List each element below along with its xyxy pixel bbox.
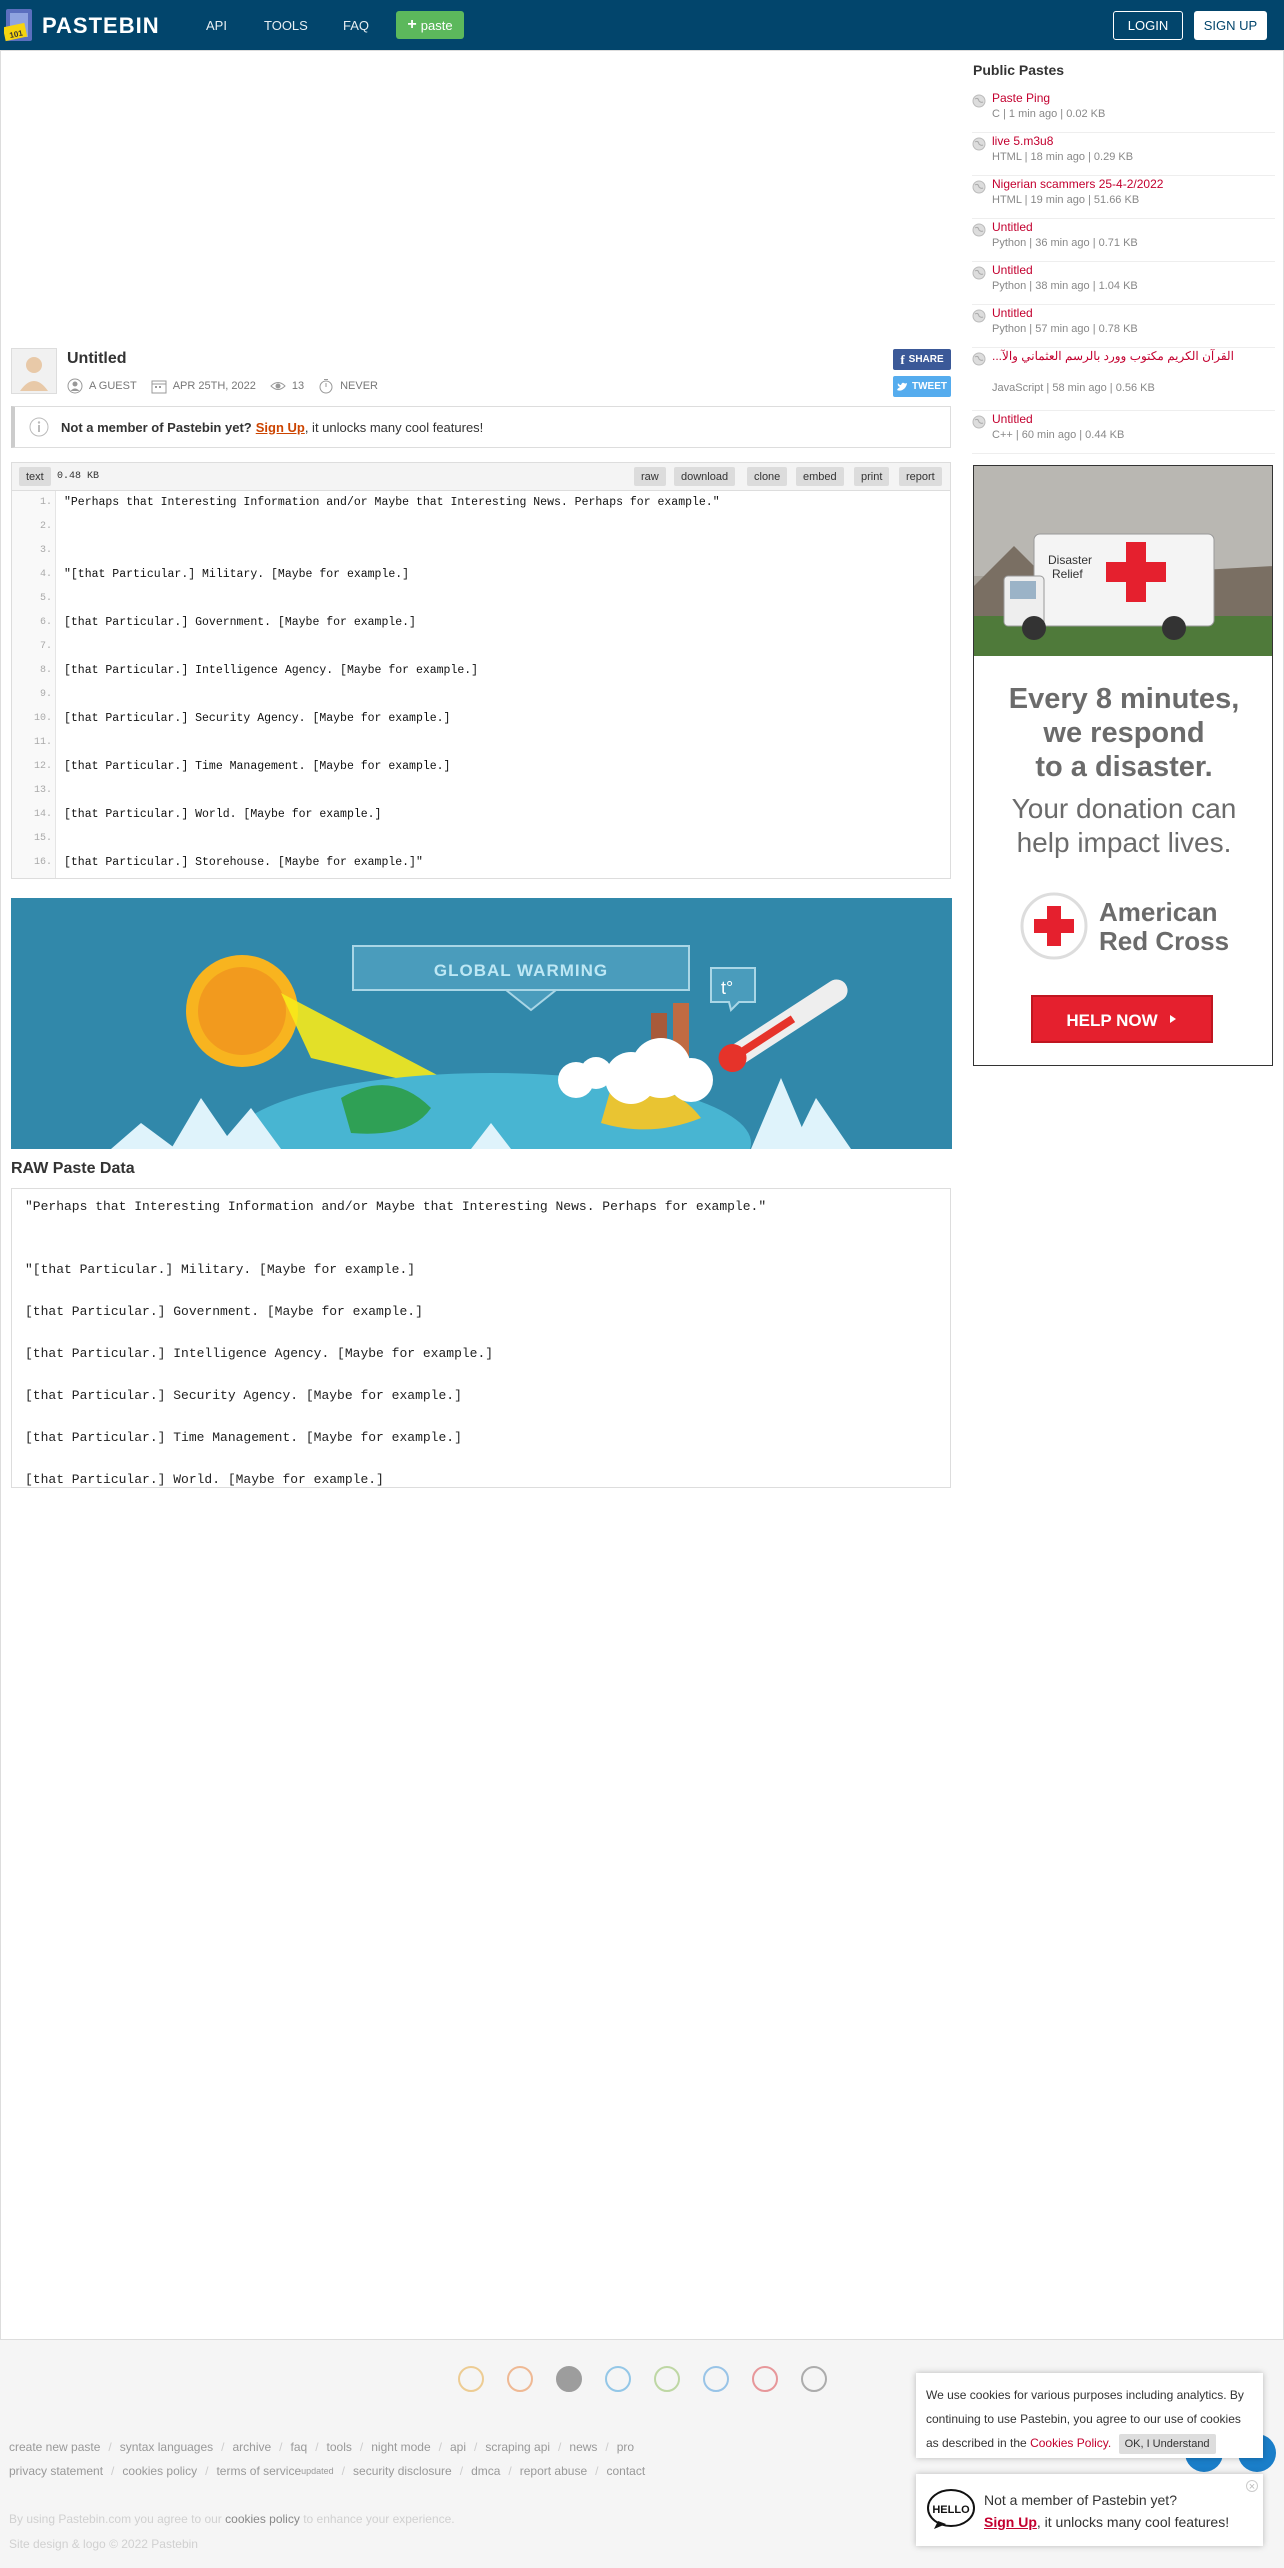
svg-text:101: 101 [8,28,24,41]
public-paste-item[interactable] [972,263,1275,305]
raw-paste-textarea[interactable] [11,1188,951,1488]
globe-icon [972,266,986,280]
public-paste-title[interactable]: Untitled [992,412,1033,426]
twitter-share-button[interactable] [893,376,951,397]
code-line: 9. [39,689,52,700]
footer-link[interactable]: pro [616,2440,635,2454]
facebook-share-button[interactable] [893,349,951,370]
signup-notice [11,406,951,448]
fine-pre: By using Pastebin.com you agree to our [9,2512,222,2526]
paste-button-label: paste [420,17,453,33]
red-cross-ad[interactable] [973,465,1273,1066]
globe-icon [972,223,986,237]
code-lines [12,491,950,878]
code-line: 8. [that Particular.] Intelligence Agency. [Maybe for example.] [39,664,479,677]
unix-icon[interactable] [801,2366,827,2392]
public-paste-item[interactable] [972,349,1275,411]
code-line: 14. [that Particular.] World. [Maybe for example.] [33,808,382,821]
paste-date: APR 25TH, 2022 [172,380,256,392]
promo-line-2 [984,2514,1229,2530]
raw-line: [that Particular.] Government. [Maybe for example.] [25,1304,423,1319]
ad-org-2: Red Cross [1099,926,1230,956]
footer-link[interactable]: privacy statement [9,2464,104,2478]
raw-line: "[that Particular.] Military. [Maybe for example.] [25,1262,416,1277]
footer-link[interactable]: dmca [471,2464,501,2478]
ad-sub-1: Your donation can [1011,793,1237,824]
public-paste-title[interactable]: live 5.m3u8 [992,134,1054,148]
footer-link[interactable]: syntax languages [119,2440,214,2454]
login-button[interactable]: LOGIN [1113,11,1183,40]
paste-info-row [67,378,392,394]
notice-bold-text: Not a member of Pastebin yet? [61,419,252,435]
app-icons-row [458,2366,827,2392]
expiration-icon [318,378,334,394]
code-line: 15. [33,833,52,844]
calendar-icon [151,378,167,394]
globe-icon [972,180,986,194]
footer-link[interactable]: create new paste [9,2440,101,2454]
user-icon [67,378,83,394]
signup-promo-popup [916,2474,1263,2546]
fine-post: to enhance your experience. [303,2512,455,2526]
facebook-icon: f [900,351,905,367]
twitter-bird-icon [897,382,908,392]
nav-api[interactable]: API [206,18,227,33]
chrome-icon[interactable] [458,2366,484,2392]
ad-sub-2: help impact lives. [1016,827,1232,858]
share-label: SHARE [908,354,944,365]
code-line: 10. [that Particular.] Security Agency. [Maybe for example.] [33,712,451,725]
ad-headline-2: we respond [1043,717,1205,749]
eye-icon [270,378,286,394]
footer-links-row-1: create new paste / syntax languages / archive / faq / tools / night mode / api / scraping api / news / pro [9,2440,635,2454]
promo-line-1: Not a member of Pastebin yet? [984,2492,1177,2508]
new-paste-button[interactable] [396,11,464,39]
public-paste-title[interactable]: Nigerian scammers 25-4-2/2022 [992,177,1164,191]
top-nav-bar [0,0,1284,50]
windows-icon[interactable] [605,2366,631,2392]
ad-truck-label-1: Disaster [1048,553,1093,567]
code-line: 12. [that Particular.] Time Management. [Maybe for example.] [33,760,451,773]
banner-symbol: t° [721,978,734,998]
paste-views: 13 [291,380,305,392]
public-paste-title[interactable]: القرآن الكريم مكتوب وورد بالرسم العثماني والآ... [992,349,1234,363]
raw-button[interactable]: raw [634,467,666,486]
clone-button[interactable]: clone [747,467,787,486]
paste-expiration: NEVER [340,380,378,392]
footer-link[interactable]: api [449,2440,466,2454]
globe-icon [972,415,986,429]
code-line: 1. "Perhaps that Interesting Information and/or Maybe that Interesting News. Perhaps for example." [39,496,720,509]
code-line: 3. [39,545,52,556]
paste-size: 0.48 KB [57,471,100,482]
public-paste-item[interactable] [972,220,1275,262]
code-line: 2. [39,521,52,532]
hello-badge-icon [926,2488,976,2530]
paste-title: Untitled [67,350,127,367]
code-line: 16. [that Particular.] Storehouse. [Maybe for example.]" [33,856,423,869]
raw-line: "Perhaps that Interesting Information and/or Maybe that Interesting News. Perhaps for example." [25,1199,767,1214]
public-paste-meta: Python | 36 min ago | 0.71 KB [992,237,1138,249]
code-line: 13. [33,785,52,796]
footer-link[interactable]: report abuse [519,2464,588,2478]
footer-link[interactable]: security disclosure [353,2464,452,2478]
raw-line: [that Particular.] Intelligence Agency. [Maybe for example.] [25,1346,494,1361]
public-paste-item[interactable] [972,306,1275,348]
code-line: 11. [33,737,52,748]
footer-link[interactable]: scraping api [485,2440,551,2454]
hello-badge-text: HELLO [932,2504,970,2516]
footer-link[interactable]: archive [232,2440,272,2454]
cookie-consent-popup [916,2373,1263,2458]
signup-button[interactable]: SIGN UP [1194,11,1267,40]
notice-rest-text: , it unlocks many cool features! [304,419,484,435]
ad-org-1: American [1099,897,1218,927]
ad-headline-3: to a disaster. [1035,751,1213,783]
globe-icon [972,94,986,108]
footer-link[interactable]: faq [290,2440,308,2454]
raw-line: [that Particular.] Time Management. [Maybe for example.] [25,1430,462,1445]
globe-icon [972,352,986,366]
code-line: 5. [39,593,52,604]
code-line: 4. "[that Particular.] Military. [Maybe for example.] [39,568,410,581]
syntax-tag[interactable]: text [19,467,51,486]
public-paste-meta: C++ | 60 min ago | 0.44 KB [992,429,1125,441]
ios-icon[interactable] [556,2366,582,2392]
promo-signup-link[interactable]: Sign Up [984,2514,1037,2530]
promo-rest-text: , it unlocks many cool features! [1036,2514,1230,2530]
cookie-ok-button[interactable]: OK, I Understand [1119,2434,1216,2454]
download-button[interactable]: download [674,467,735,486]
info-icon [29,417,49,437]
nav-tools[interactable]: TOOLS [264,18,308,33]
footer-cookies-policy-link[interactable]: cookies policy [225,2512,300,2526]
footer-link[interactable]: news [569,2440,598,2454]
public-paste-meta: Python | 57 min ago | 0.78 KB [992,323,1138,335]
firefox-icon[interactable] [507,2366,533,2392]
public-paste-item[interactable] [972,91,1275,133]
raw-line: [that Particular.] Security Agency. [Maybe for example.] [25,1388,462,1403]
report-button[interactable]: report [899,467,942,486]
public-pastes-title: Public Pastes [973,62,1065,78]
global-warming-banner[interactable] [11,898,952,1149]
globe-icon [972,309,986,323]
cookie-policy-link[interactable]: Cookies Policy. [1030,2436,1112,2450]
macos-icon[interactable] [703,2366,729,2392]
public-paste-item[interactable] [972,177,1275,219]
cookie-text: We use cookies for various purposes including analytics. By continuing to use Pastebin, you agree to our use of cookies as described in the [926,2388,1244,2450]
raw-line: [that Particular.] World. [Maybe for example.] [25,1472,384,1487]
raw-paste-title: RAW Paste Data [11,1160,135,1177]
footer-link[interactable]: cookies policy [122,2464,198,2478]
notice-signup-link[interactable]: Sign Up [255,419,305,435]
public-paste-meta: Python | 38 min ago | 1.04 KB [992,280,1138,292]
footer-link[interactable]: terms of service [216,2464,302,2478]
public-paste-item[interactable] [972,134,1275,176]
paste-author[interactable]: A GUEST [89,380,137,392]
public-paste-title[interactable]: Paste Ping [992,91,1051,105]
guest-avatar [11,348,57,394]
footer-cookie-note [9,2512,455,2526]
public-paste-meta: C | 1 min ago | 0.02 KB [992,108,1106,120]
footer-link[interactable]: tools [326,2440,352,2454]
public-paste-title[interactable]: Untitled [992,220,1033,234]
globe-icon [972,137,986,151]
plus-icon: + [407,16,417,33]
paste-code-box [11,462,951,879]
public-paste-title[interactable]: Untitled [992,263,1033,277]
tweet-label: TWEET [912,381,947,392]
embed-button[interactable]: embed [796,467,844,486]
footer-copyright: Site design & logo © 2022 Pastebin [9,2537,198,2551]
pastebin-logo-icon[interactable] [4,7,36,43]
nav-faq[interactable]: FAQ [343,18,370,33]
ad-cta: HELP NOW [1066,1011,1158,1030]
logo-text[interactable]: PASTEBIN [42,13,160,38]
android-icon[interactable] [654,2366,680,2392]
print-button[interactable]: print [854,467,889,486]
updated-badge: updated [301,2466,334,2476]
public-paste-meta: HTML | 18 min ago | 0.29 KB [992,151,1134,163]
close-icon[interactable]: × [1246,2480,1258,2492]
public-paste-title[interactable]: Untitled [992,306,1033,320]
public-paste-item[interactable] [972,412,1275,454]
public-paste-meta: HTML | 19 min ago | 51.66 KB [992,194,1140,206]
code-toolbar [12,463,950,491]
code-line: 7. [39,641,52,652]
footer-links-row-2: privacy statement / cookies policy / terms of service updated / security disclosure / dmca / report abuse / contact [9,2464,646,2478]
ad-headline-1: Every 8 minutes, [1008,683,1240,715]
opera-icon[interactable] [752,2366,778,2392]
footer-link[interactable]: night mode [371,2440,431,2454]
public-paste-meta: JavaScript | 58 min ago | 0.56 KB [992,382,1155,394]
ambulance-illustration [1004,534,1214,640]
code-line: 6. [that Particular.] Government. [Maybe for example.] [39,616,416,629]
ad-truck-label-2: Relief [1052,567,1083,581]
footer-link[interactable]: contact [606,2464,646,2478]
banner-caption: GLOBAL WARMING [433,961,609,980]
